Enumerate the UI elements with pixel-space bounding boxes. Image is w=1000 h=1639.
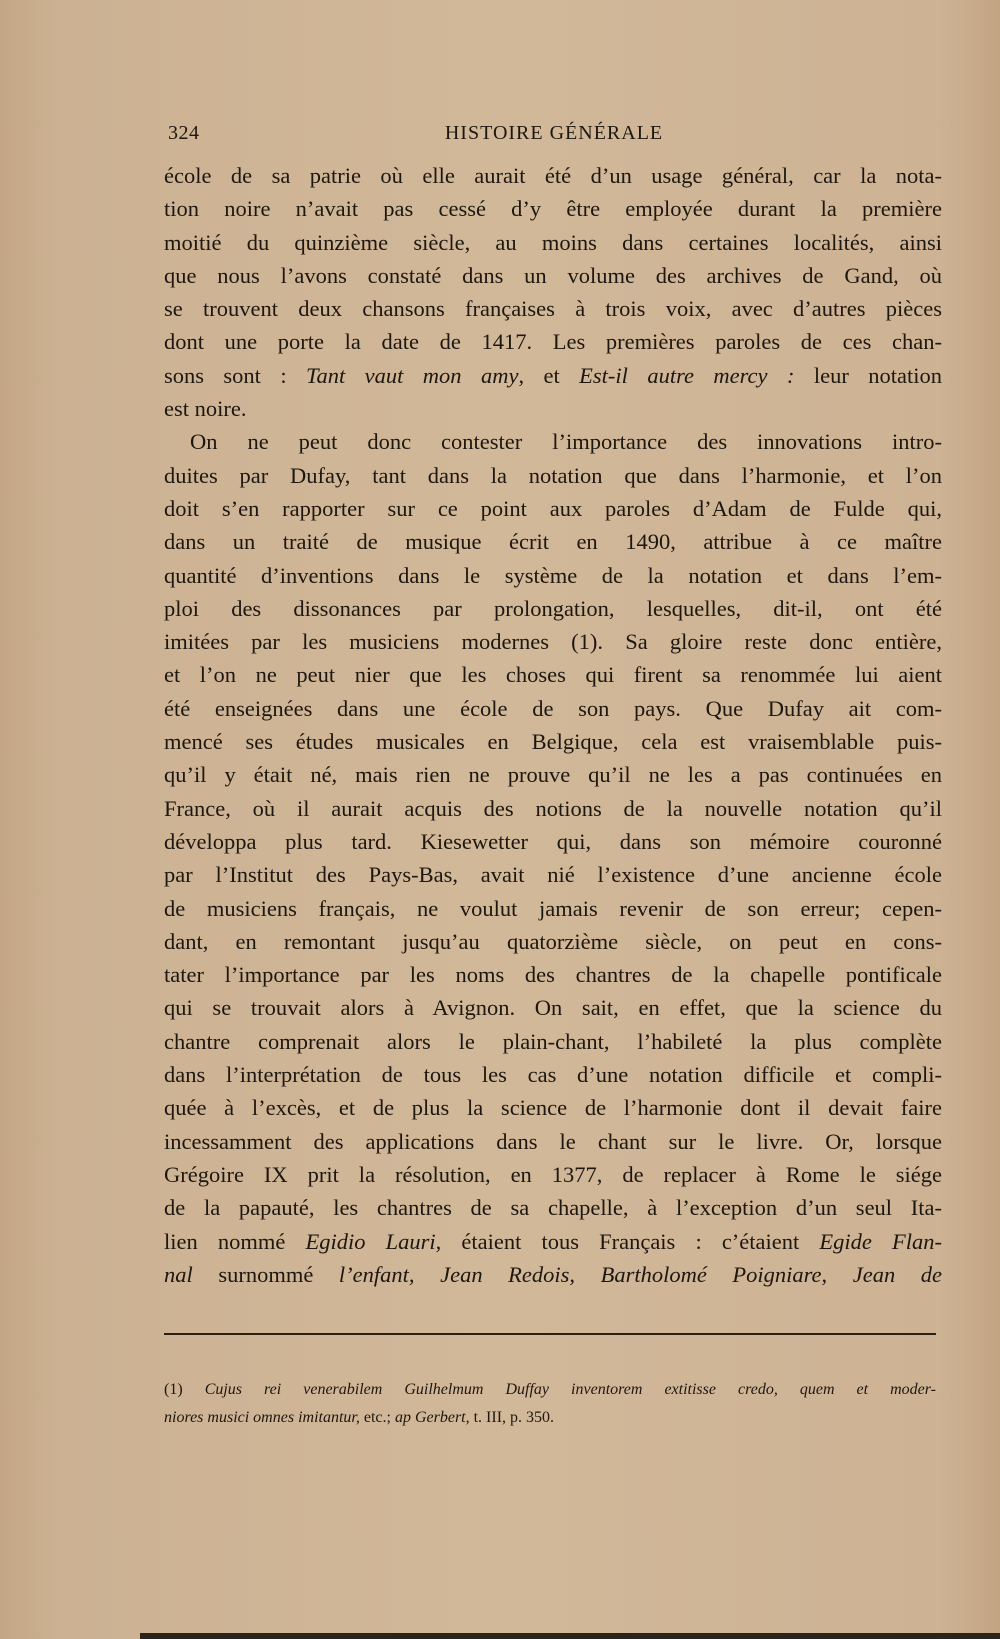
footnote-latin-quote-end: niores musici omnes imitantur, — [164, 1409, 360, 1426]
text-fragment: surnommé — [218, 1261, 314, 1287]
text-fragment: , et — [518, 362, 560, 388]
text-line: On ne peut donc contester l’importance des innovations intro- — [190, 429, 942, 455]
text-line: de musiciens français, ne voulut jamais revenir de son erreur; cepen- — [164, 895, 942, 921]
text-line: ploi des dissonances par prolongation, lesquelles, dit-il, ont été — [164, 595, 942, 621]
text-line: quée à l’excès, et de plus la science de l’harmonie dont il devait faire — [164, 1095, 942, 1121]
text-line — [164, 1225, 942, 1258]
text-line: qu’il y était né, mais rien ne prouve qu’il ne les a pas continuées en — [164, 762, 942, 788]
text-line: Grégoire IX prit la résolution, en 1377, de replacer à Rome le siége — [164, 1161, 942, 1187]
name-egide-flannal: Egide Flan- — [819, 1228, 942, 1254]
footnote-source: ap Gerbert, — [394, 1409, 470, 1426]
footnote-rule — [164, 1333, 936, 1335]
text-line: dans un traité de musique écrit en 1490, attribue à ce maître — [164, 529, 942, 555]
name-fragment: nal — [164, 1261, 193, 1287]
text-line: que nous l’avons constaté dans un volume des archives de Gand, où — [164, 262, 942, 288]
text-line: par l’Institut des Pays-Bas, avait nié l’existence d’une ancienne école — [164, 862, 942, 888]
text-line: doit s’en rapporter sur ce point aux paroles d’Adam de Fulde qui, — [164, 495, 942, 521]
text-fragment: sons sont : — [164, 362, 287, 388]
singer-names: l’enfant, Jean Redois, Bartholomé Poigniare — [338, 1261, 822, 1287]
text-line: moitié du quinzième siècle, au moins dans certaines localités, ainsi — [164, 229, 942, 255]
text-fragment: lien nommé — [164, 1228, 286, 1254]
text-line: et l’on ne peut nier que les choses qui firent sa renommée lui aient — [164, 662, 942, 688]
text-line: école de sa patrie où elle aurait été d’un usage général, car la nota- — [164, 163, 942, 188]
text-line: incessamment des applications dans le chant sur le livre. Or, lorsque — [164, 1128, 942, 1154]
text-line: dant, en remontant jusqu’au quatorzième siècle, on peut en cons- — [164, 928, 942, 954]
text-line: dans l’interprétation de tous les cas d’une notation difficile et compli- — [164, 1062, 942, 1088]
scan-bottom-edge — [140, 1633, 1000, 1639]
footnote-marker: (1) — [164, 1381, 183, 1398]
text-fragment: , — [821, 1261, 828, 1287]
song-title-tant-vaut: Tant vaut mon amy — [306, 362, 519, 388]
text-line: se trouvent deux chansons françaises à trois voix, avec d’autres pièces — [164, 296, 942, 322]
text-line: chantre comprenait alors le plain-chant, l’habileté la plus complète — [164, 1028, 942, 1054]
text-line: mencé ses études musicales en Belgique, cela est vraisemblable puis- — [164, 729, 942, 755]
footnote — [164, 1376, 936, 1432]
page-header — [168, 118, 940, 148]
text-line: été enseignées dans une école de son pays. Que Dufay ait com- — [164, 695, 942, 721]
text-line: imitées par les musiciens modernes (1). Sa gloire reste donc entière, — [164, 629, 942, 655]
footnote-line — [164, 1376, 936, 1404]
page-number: 324 — [168, 122, 200, 144]
text-line: duites par Dufay, tant dans la notation que dans l’harmonie, et l’on — [164, 462, 942, 488]
footnote-reference: t. III, p. 350. — [473, 1409, 555, 1426]
footnote-etc: etc.; — [363, 1409, 391, 1426]
text-line: développa plus tard. Kiesewetter qui, dans son mémoire couronné — [164, 828, 942, 854]
text-line: quantité d’inventions dans le système de la notation et dans l’em- — [164, 562, 942, 588]
running-title: HISTOIRE GÉNÉRALE — [444, 122, 664, 144]
footnote-latin-quote: Cujus rei venerabilem Guilhelmum Duffay inventorem extitisse credo, quem et moder- — [204, 1381, 937, 1398]
text-line: qui se trouvait alors à Avignon. On sait, en effet, que la science du — [164, 995, 942, 1021]
text-line: est noire. — [164, 396, 247, 422]
text-fragment: étaient tous Français : c’étaient — [461, 1228, 800, 1254]
text-line: de la papauté, les chantres de sa chapelle, à l’exception d’un seul Ita- — [164, 1195, 942, 1221]
song-title-est-il: Est-il autre mercy : — [579, 362, 795, 388]
name-jean-de: Jean de — [852, 1261, 943, 1287]
text-line — [164, 359, 942, 392]
text-fragment: leur notation — [813, 362, 942, 388]
text-line: France, où il aurait acquis des notions de la nouvelle notation qu’il — [164, 795, 942, 821]
body-text — [164, 159, 942, 1291]
text-line: tion noire n’avait pas cessé d’y être employée durant la première — [164, 196, 942, 222]
text-line: dont une porte la date de 1417. Les premières paroles de ces chan- — [164, 329, 942, 355]
footnote-line — [164, 1404, 936, 1432]
name-egidio-lauri: Egidio Lauri, — [305, 1228, 442, 1254]
text-line — [164, 1258, 942, 1291]
text-line: tater l’importance par les noms des chantres de la chapelle pontificale — [164, 962, 942, 988]
